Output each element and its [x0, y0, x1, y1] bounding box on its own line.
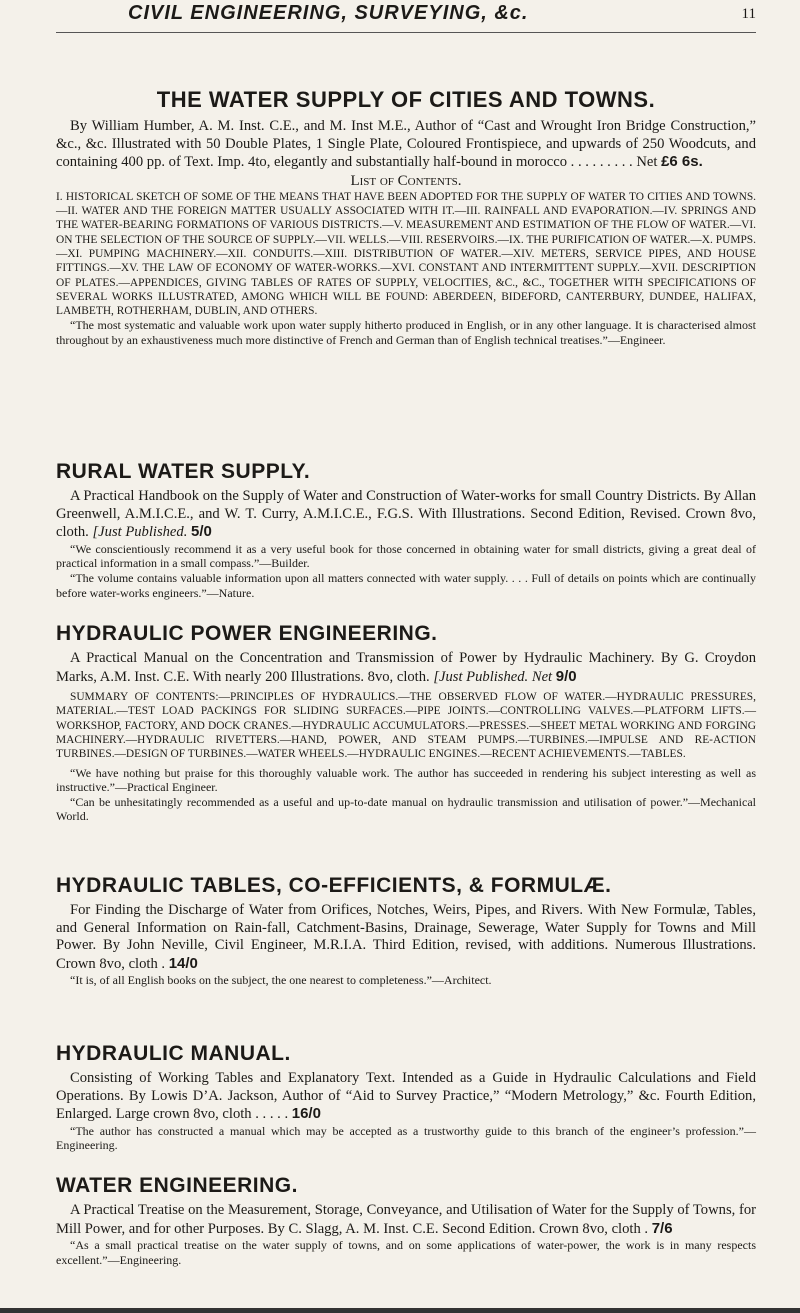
review-quote: “The most systematic and valuable work upon water supply hitherto produced in English, or in any other language. It is characterised almost throughout by an exhaustiveness much more distinctive of French and German than of English technical treatises.”—Engineer. — [56, 318, 756, 348]
bottom-rule — [0, 1308, 800, 1313]
entry-price: 5/0 — [191, 523, 212, 541]
entry-price: 9/0 — [555, 667, 577, 685]
entry-water-engineering — [56, 1174, 756, 1267]
entry-title: HYDRAULIC MANUAL. — [56, 1042, 291, 1065]
entry-rural-water-supply — [56, 460, 756, 600]
review-quote: “It is, of all English books on the subject, the one nearest to completeness.”—Architect. — [70, 973, 492, 988]
publication-note: [Just Published. — [92, 524, 188, 541]
entry-description: By William Humber, A. M. Inst. C.E., and M. Inst M.E., Author of “Cast and Wrought Iron Bridge Construction,” &c., &c. Illustrated with 50 Double Plates, 1 Single Plate, Coloured Frontispiece, and upwards of 250 Woodcuts, and containing 400 pp. of Text. Imp. 4to, elegantly and substantially half-bound in morocco . . . . . . . . . Net £6 6s. — [56, 118, 756, 171]
running-head — [56, 2, 756, 32]
entry-hydraulic-tables — [56, 874, 756, 988]
entry-price: 14/0 — [168, 954, 198, 972]
entry-description: A Practical Manual on the Concentration and Transmission of Power by Hydraulic Machinery. By G. Croydon Marks, A.M. Inst. C.E. With nearly 200 Illustrations. 8vo, cloth. [Just Published. Net 9/0 — [56, 650, 756, 685]
header-rule — [56, 32, 756, 33]
review-quote-2: “Can be unhesitatingly recommended as a useful and up-to-date manual on hydraulic transmission and utilisation of power.”—Mechanical World. — [56, 794, 756, 824]
entry-description: Consisting of Working Tables and Explanatory Text. Intended as a Guide in Hydraulic Calculations and Field Operations. By Lowis D’A. Jackson, Author of “Aid to Survey Practice,” “Modern Metrology,” &c. Fourth Edition, Enlarged. Large crown 8vo, cloth . . . . . 16/0 — [56, 1070, 756, 1123]
publication-note: [Just Published. Net — [433, 668, 553, 685]
review-quote: “We conscientiously recommend it as a very useful book for those concerned in obtaining water for small districts, giving a great deal of practical information in a small compass.”—Builder. — [56, 541, 756, 571]
contents-list: SUMMARY OF CONTENTS:—PRINCIPLES OF HYDRAULICS.—THE OBSERVED FLOW OF WATER.—HYDRAULIC PRESSURES, MATERIAL.—TEST LOAD PACKINGS FOR SLIDING SURFACES.—PIPE JOINTS.—CONTROLLING VALVES.—PLATFORM LIFTS.—WORKSHOP, FACTORY, AND DOCK CRANES.—HYDRAULIC ACCUMULATORS.—PRESSES.—SHEET METAL WORKING AND FORGING MACHINERY.—HYDRAULIC RIVETTERS.—HAND, POWER, AND STEAM PUMPS.—TURBINES.—IMPULSE AND RE-ACTION TURBINES.—DESIGN OF TURBINES.—WATER WHEELS.—HYDRAULIC ENGINES.—RECENT ACHIEVEMENTS.—TABLES. — [56, 691, 756, 761]
page-number: 11 — [741, 6, 756, 22]
entry-hydraulic-manual — [56, 1042, 756, 1153]
review-quote-2: “The volume contains valuable information upon all matters connected with water supply. . . . Full of details on points which are continually before water-works engineers.”—Nature. — [56, 570, 756, 600]
contents-heading: List of Contents. — [350, 172, 462, 189]
review-quote: “We have nothing but praise for this thoroughly valuable work. The author has succeeded in rendering his subject interesting as well as instructive.”—Practical Engineer. — [56, 765, 756, 795]
entry-title: THE WATER SUPPLY OF CITIES AND TOWNS. — [156, 87, 656, 112]
entry-title: HYDRAULIC POWER ENGINEERING. — [56, 622, 438, 645]
entry-description: A Practical Treatise on the Measurement, Storage, Conveyance, and Utilisation of Water for the Supply of Towns, for Mill Power, and for other Purposes. By C. Slagg, A. M. Inst. C.E. Second Edition. Crown 8vo, cloth . 7/6 — [56, 1202, 756, 1237]
entry-price: 7/6 — [651, 1219, 673, 1237]
entry-title: RURAL WATER SUPPLY. — [56, 460, 311, 483]
entry-title: HYDRAULIC TABLES, CO-EFFICIENTS, & FORMULÆ. — [56, 874, 612, 897]
review-quote: “As a small practical treatise on the water supply of towns, and on some applications of water-power, the work is in many respects excellent.”—Engineering. — [56, 1238, 756, 1267]
entry-price: 16/0 — [291, 1105, 321, 1123]
entry-description: A Practical Handbook on the Supply of Water and Construction of Water-works for small Country Districts. By Allan Greenwell, A.M.I.C.E., and W. T. Curry, A.M.I.C.E., F.G.S. With Illustrations. Second Edition, Revised. Crown 8vo, cloth. [Just Published. 5/0 — [56, 488, 756, 541]
entry-price: £6 6s. — [661, 153, 703, 171]
entry-hydraulic-power — [56, 622, 756, 824]
entry-description: For Finding the Discharge of Water from Orifices, Notches, Weirs, Pipes, and Rivers. With New Formulæ, Tables, and General Information on Rain-fall, Catchment-Basins, Drainage, Sewerage, Water Supply for Towns and Mill Power. By John Neville, Civil Engineer, M.R.I.A. Third Edition, revised, with additions. Numerous Illustrations. Crown 8vo, cloth . 14/0 — [56, 902, 756, 972]
entry-water-supply-cities — [56, 88, 756, 348]
contents-list: I. HISTORICAL SKETCH OF SOME OF THE MEANS THAT HAVE BEEN ADOPTED FOR THE SUPPLY OF WATER TO CITIES AND TOWNS.—II. WATER AND THE FOREIGN MATTER USUALLY ASSOCIATED WITH IT.—III. RAINFALL AND EVAPORATION.—IV. SPRINGS AND THE WATER-BEARING FORMATIONS OF VARIOUS DISTRICTS.—V. MEASUREMENT AND ESTIMATION OF THE FLOW OF WATER.—VI. ON THE SELECTION OF THE SOURCE OF SUPPLY.—VII. WELLS.—VIII. RESERVOIRS.—IX. THE PURIFICATION OF WATER.—X. PUMPS.—XI. PUMPING MACHINERY.—XII. CONDUITS.—XIII. DISTRIBUTION OF WATER.—XIV. METERS, SERVICE PIPES, AND HOUSE FITTINGS.—XV. THE LAW OF ECONOMY OF WATER-WORKS.—XVI. CONSTANT AND INTERMITTENT SUPPLY.—XVII. DESCRIPTION OF PLATES.—APPENDICES, GIVING TABLES OF RATES OF SUPPLY, VELOCITIES, &C., &C., TOGETHER WITH SPECIFICATIONS OF SEVERAL WORKS ILLUSTRATED, AMONG WHICH WILL BE FOUND: ABERDEEN, BIDEFORD, CANTERBURY, DUNDEE, HALIFAX, LAMBETH, ROTHERHAM, DUBLIN, AND OTHERS. — [56, 190, 756, 318]
entry-title: WATER ENGINEERING. — [56, 1174, 298, 1197]
running-title: CIVIL ENGINEERING, SURVEYING, &c. — [128, 2, 529, 24]
review-quote: “The author has constructed a manual which may be accepted as a trustworthy guide to this branch of the engineer’s profession.”—Engineering. — [56, 1123, 756, 1153]
